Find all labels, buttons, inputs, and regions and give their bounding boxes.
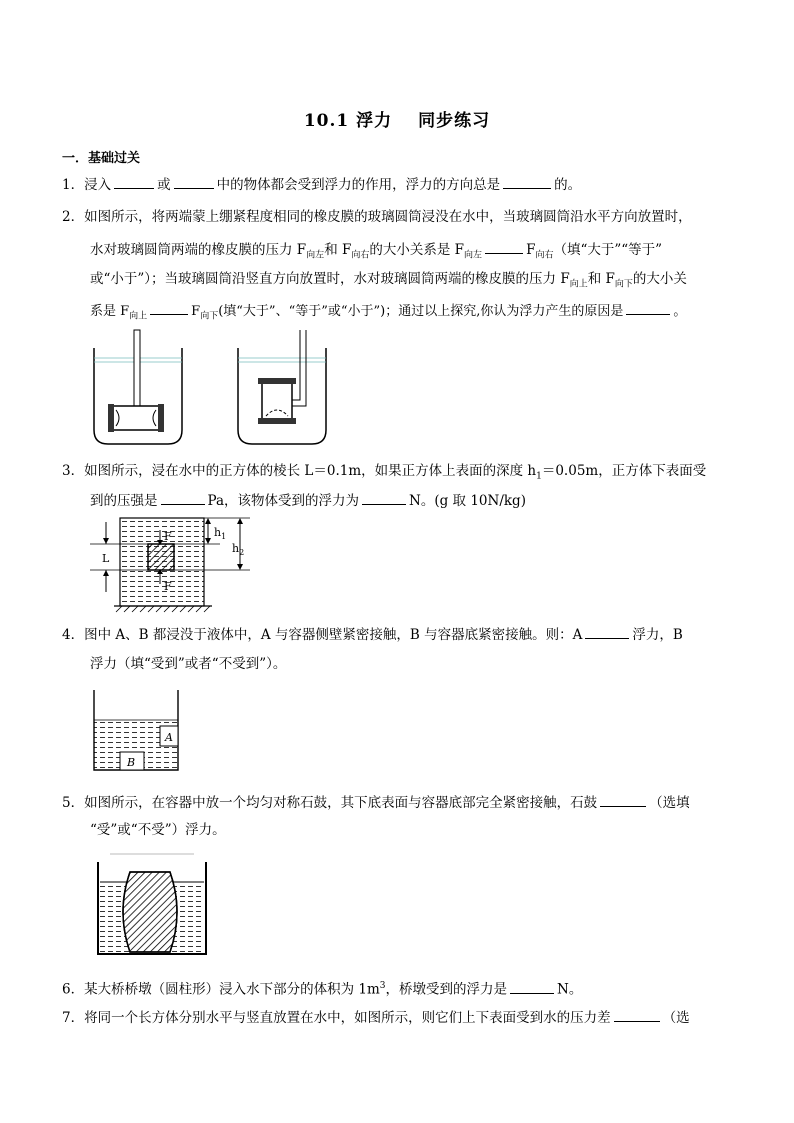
container-ab-figure [92, 690, 182, 774]
force-bottom-label: F [164, 580, 172, 593]
question-1: 1．浸入 或 中的物体都会受到浮力的作用，浮力的方向总是 的。 [62, 174, 581, 195]
stone-drum-figure [92, 854, 212, 960]
answer-blank[interactable] [614, 1007, 660, 1022]
h2-label: $h_2$ [232, 542, 245, 557]
question-3: 3．如图所示，浸在水中的正方体的棱长 L＝0.1m，如果正方体上表面的深度 $h_1=0.05m$，正方体下表面受 [62, 463, 707, 482]
answer-blank[interactable] [626, 300, 670, 315]
block-a-label: A [165, 731, 173, 744]
force-top-label: F [164, 530, 172, 543]
question-4: 4．图中 A、B 都浸没于液体中，A 与容器侧壁紧密接触，B 与容器底紧密接触。则：A 浮力，B [62, 624, 683, 645]
page-title: 10.1 浮力 同步练习 [303, 111, 491, 131]
answer-blank[interactable] [161, 490, 205, 505]
question-2: 2．如图所示，将两端蒙上绷紧程度相同的橡皮膜的玻璃圆筒浸没在水中，当玻璃圆筒沿水平方向放置时， [62, 209, 692, 225]
answer-blank[interactable] [503, 174, 551, 189]
answer-blank[interactable] [485, 239, 523, 254]
question-2-line-4: 系是 $F_{向上}$ $F_{向下}$(填“大于”、“等于”或“小于”)；通过以上探究,你认为浮力产生的原因是 。 [90, 300, 686, 327]
answer-blank[interactable] [362, 490, 406, 505]
answer-blank[interactable] [510, 979, 554, 994]
question-5-line-2: “受”或“不受”）浮力。 [90, 822, 226, 838]
question-2-line-2: 水对玻璃圆筒两端的橡皮膜的压力 $F_{向左}$和 $F_{向右}$的大小关系是 $F_{向左}$ $F_{向右}$（填“大于”“等于” [90, 239, 662, 266]
question-3-line-2: 到的压强是 Pa，该物体受到的浮力为 N。(g 取 10N/kg) [90, 490, 526, 511]
beaker-figure-horizontal [90, 330, 190, 450]
beaker-figure-vertical [234, 330, 334, 450]
section-heading: 一．基础过关 [62, 151, 141, 166]
h1-label: $h_1$ [214, 526, 227, 541]
edge-length-label: L [102, 552, 110, 565]
answer-blank[interactable] [150, 300, 188, 315]
answer-blank[interactable] [114, 174, 154, 189]
question-6: 6．某大桥桥墩（圆柱形）浸入水下部分的体积为 $1m^3$，桥墩受到的浮力是 N。 [62, 976, 582, 1000]
question-2-line-3: 或“小于”）；当玻璃圆筒沿竖直方向放置时，水对玻璃圆筒两端的橡皮膜的压力 $F_{向上}$和 $F_{向下}$的大小关 [90, 271, 687, 290]
answer-blank[interactable] [585, 624, 629, 639]
question-5: 5．如图所示，在容器中放一个均匀对称石鼓，其下底表面与容器底部完全紧密接触，石鼓 （选填 [62, 792, 690, 813]
answer-blank[interactable] [174, 174, 214, 189]
block-b-label: B [127, 756, 136, 769]
question-4-line-2: 浮力（填“受到”或者“不受到”）。 [90, 656, 287, 672]
answer-blank[interactable] [600, 792, 646, 807]
cube-in-water-figure [90, 514, 270, 614]
question-7: 7．将同一个长方体分别水平与竖直放置在水中，如图所示，则它们上下表面受到水的压力差 （选 [62, 1007, 690, 1028]
